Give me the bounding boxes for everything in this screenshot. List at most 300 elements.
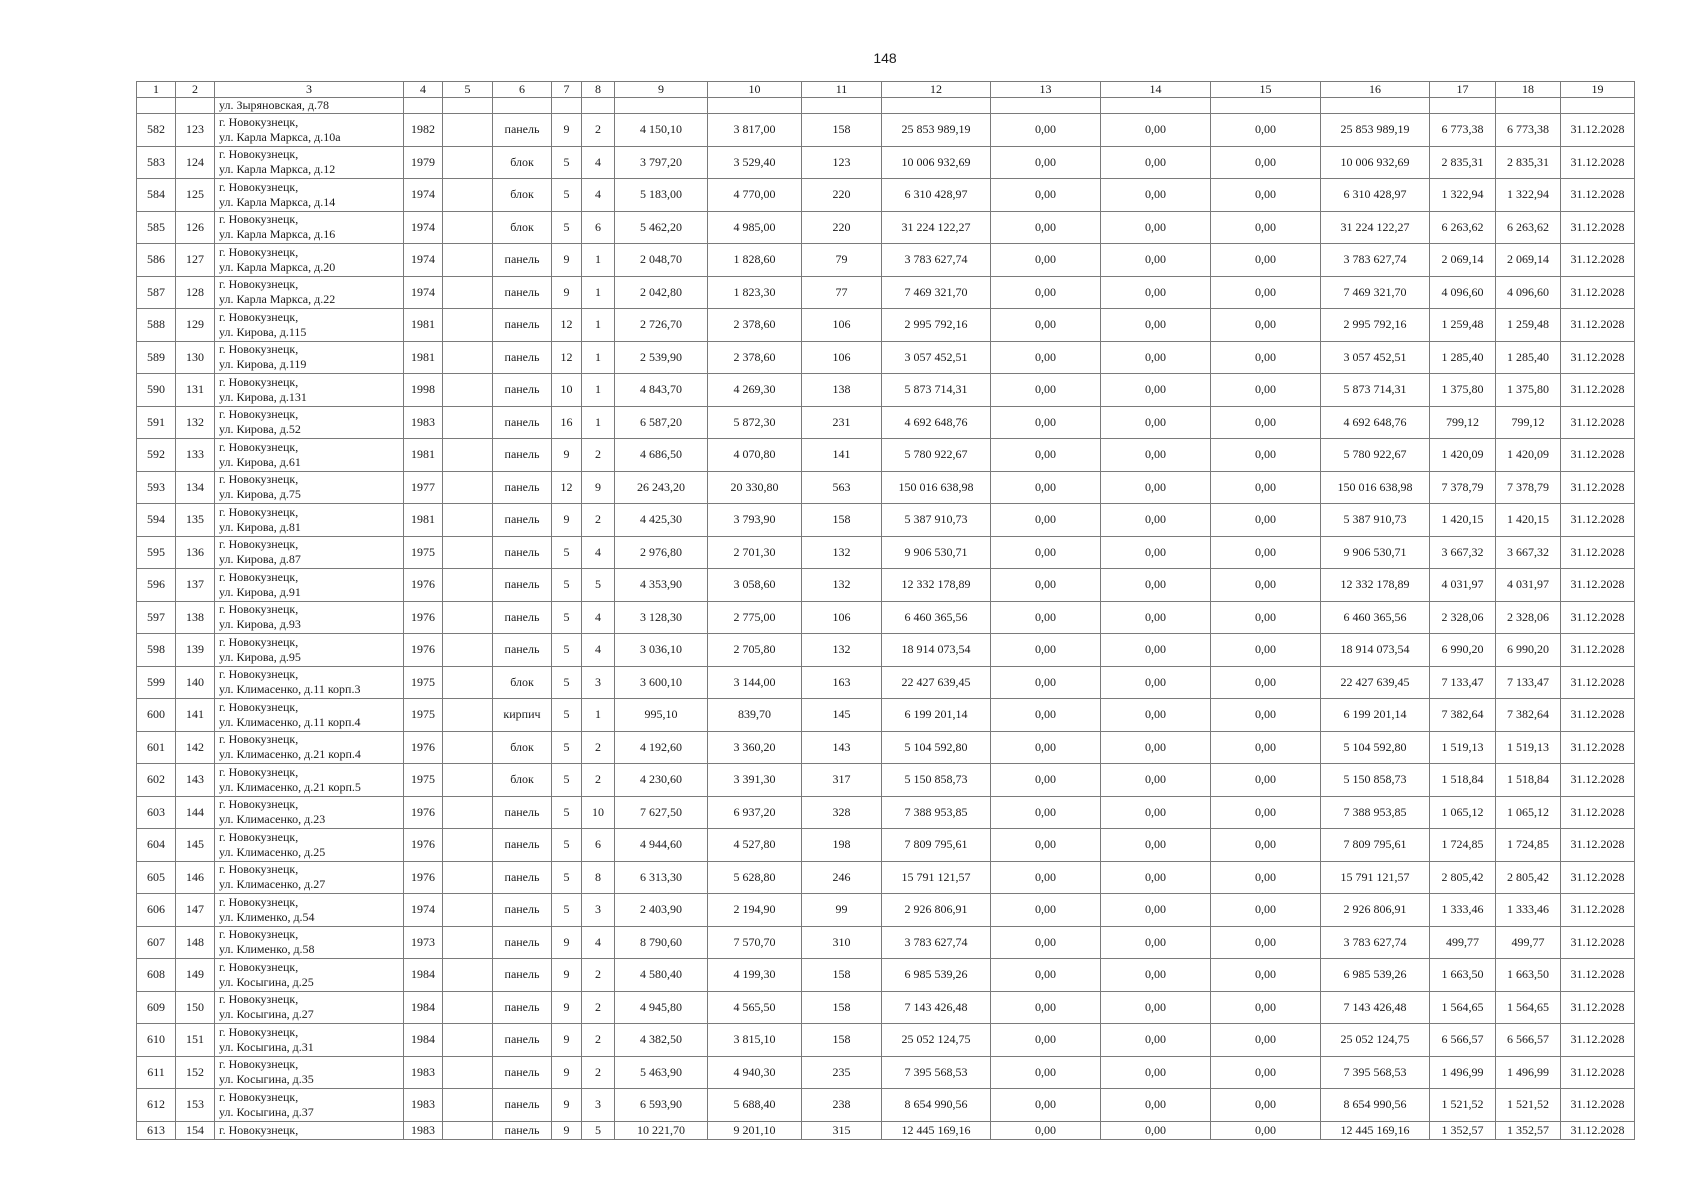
cell-c15: 0,00 — [1211, 471, 1321, 504]
cell-c11: 158 — [802, 991, 882, 1024]
column-header-19: 19 — [1561, 82, 1635, 98]
cell-c18: 3 667,32 — [1496, 536, 1561, 569]
cell-c18: 1 065,12 — [1496, 796, 1561, 829]
cell-c9: 4 150,10 — [615, 114, 708, 147]
cell-c8: 9 — [582, 471, 615, 504]
cell-c1: 586 — [137, 244, 176, 277]
column-header-13: 13 — [991, 82, 1101, 98]
cell-c18: 1 285,40 — [1496, 341, 1561, 374]
cell-c14: 0,00 — [1101, 959, 1211, 992]
cell-c5 — [443, 374, 493, 407]
cell-c19: 31.12.2028 — [1561, 601, 1635, 634]
cell-c16: 3 057 452,51 — [1321, 341, 1430, 374]
address-cell — [215, 601, 404, 634]
address-cell — [215, 374, 404, 407]
cell-c19: 31.12.2028 — [1561, 926, 1635, 959]
cell-c19: 31.12.2028 — [1561, 439, 1635, 472]
cell-c13: 0,00 — [991, 1056, 1101, 1089]
cell-c1: 606 — [137, 894, 176, 927]
cell-c1: 587 — [137, 276, 176, 309]
cell-c10: 1 823,30 — [708, 276, 802, 309]
table-row — [137, 894, 1635, 927]
cell-c19: 31.12.2028 — [1561, 1121, 1635, 1139]
cell-c1: 600 — [137, 699, 176, 732]
cell-c7: 12 — [552, 341, 582, 374]
table-row — [137, 179, 1635, 212]
cell-c8: 1 — [582, 699, 615, 732]
column-header-7: 7 — [552, 82, 582, 98]
address-city: г. Новокузнецк, — [219, 797, 299, 812]
address-street: ул. Кирова, д.95 — [219, 649, 301, 664]
cell-c2: 148 — [176, 926, 215, 959]
cell-c19: 31.12.2028 — [1561, 1024, 1635, 1057]
cell-c6: панель — [493, 634, 552, 667]
cell-c11: 317 — [802, 764, 882, 797]
cell-c14: 0,00 — [1101, 114, 1211, 147]
cell-c14: 0,00 — [1101, 146, 1211, 179]
column-header-4: 4 — [404, 82, 443, 98]
address-city: г. Новокузнецк, — [219, 244, 299, 259]
cell-c16: 5 873 714,31 — [1321, 374, 1430, 407]
cell-c17: 1 375,80 — [1430, 374, 1496, 407]
cell-c10: 4 070,80 — [708, 439, 802, 472]
cell-c16: 2 926 806,91 — [1321, 894, 1430, 927]
cell-c5 — [443, 991, 493, 1024]
column-header-6: 6 — [493, 82, 552, 98]
cell-c13: 0,00 — [991, 666, 1101, 699]
cell-c7: 9 — [552, 504, 582, 537]
cell-c14: 0,00 — [1101, 666, 1211, 699]
table-row — [137, 341, 1635, 374]
cell-c13: 0,00 — [991, 894, 1101, 927]
cell-c2: 131 — [176, 374, 215, 407]
cell-c1: 602 — [137, 764, 176, 797]
cell-c14: 0,00 — [1101, 861, 1211, 894]
cell-c9: 5 463,90 — [615, 1056, 708, 1089]
cell-c1: 608 — [137, 959, 176, 992]
cell-c14: 0,00 — [1101, 829, 1211, 862]
cell-c13: 0,00 — [991, 699, 1101, 732]
cell-c19: 31.12.2028 — [1561, 309, 1635, 342]
cell-c16: 25 853 989,19 — [1321, 114, 1430, 147]
cell-c1: 584 — [137, 179, 176, 212]
cell-c4: 1974 — [404, 276, 443, 309]
cell-c7: 5 — [552, 666, 582, 699]
address-city: г. Новокузнецк, — [219, 472, 299, 487]
cell-c12: 7 395 568,53 — [882, 1056, 991, 1089]
cell-c1: 592 — [137, 439, 176, 472]
cell-c10: 9 201,10 — [708, 1121, 802, 1139]
cell-c2: 142 — [176, 731, 215, 764]
cell-c7: 9 — [552, 959, 582, 992]
address-cell — [215, 309, 404, 342]
cell-c9: 4 382,50 — [615, 1024, 708, 1057]
cell-c10: 4 527,80 — [708, 829, 802, 862]
cell-c6: панель — [493, 601, 552, 634]
cell-c5 — [443, 471, 493, 504]
address-city: г. Новокузнецк, — [219, 1024, 299, 1039]
cell-c7: 5 — [552, 894, 582, 927]
cell-c8: 5 — [582, 1121, 615, 1139]
cell-c11: 220 — [802, 211, 882, 244]
cell-c14: 0,00 — [1101, 569, 1211, 602]
cell-c14: 0,00 — [1101, 179, 1211, 212]
cell-c17: 1 663,50 — [1430, 959, 1496, 992]
cell-c13: 0,00 — [991, 276, 1101, 309]
cell-c13: 0,00 — [991, 1121, 1101, 1139]
cell-c11: 158 — [802, 504, 882, 537]
cell-c12: 25 052 124,75 — [882, 1024, 991, 1057]
cell-c18: 6 990,20 — [1496, 634, 1561, 667]
cell-c13: 0,00 — [991, 926, 1101, 959]
cell-c19: 31.12.2028 — [1561, 796, 1635, 829]
cell-c13: 0,00 — [991, 764, 1101, 797]
cell-c6: панель — [493, 959, 552, 992]
cell-c16: 3 783 627,74 — [1321, 244, 1430, 277]
cell-c9: 2 726,70 — [615, 309, 708, 342]
cell-c7: 9 — [552, 439, 582, 472]
cell-c2: 146 — [176, 861, 215, 894]
cell-c1: 609 — [137, 991, 176, 1024]
cell-c16: 5 387 910,73 — [1321, 504, 1430, 537]
cell-c16: 6 460 365,56 — [1321, 601, 1430, 634]
address-street: ул. Косыгина, д.35 — [219, 1072, 314, 1087]
cell-c4: 1975 — [404, 699, 443, 732]
cell-c2: 151 — [176, 1024, 215, 1057]
cell-c6: панель — [493, 861, 552, 894]
cell-c4: 1974 — [404, 244, 443, 277]
cell-c15: 0,00 — [1211, 1089, 1321, 1122]
cell-c15: 0,00 — [1211, 666, 1321, 699]
cell-c17: 1 521,52 — [1430, 1089, 1496, 1122]
address-street: ул. Кирова, д.115 — [219, 324, 307, 339]
cell-c9: 4 353,90 — [615, 569, 708, 602]
cell-c19: 31.12.2028 — [1561, 894, 1635, 927]
cell-c13: 0,00 — [991, 991, 1101, 1024]
cell-c14: 0,00 — [1101, 244, 1211, 277]
address-city: г. Новокузнецк, — [219, 829, 299, 844]
cell-c19: 31.12.2028 — [1561, 764, 1635, 797]
column-header-16: 16 — [1321, 82, 1430, 98]
cell-c18: 1 496,99 — [1496, 1056, 1561, 1089]
cell-c5 — [443, 244, 493, 277]
cell-c15: 0,00 — [1211, 406, 1321, 439]
cell-c2: 136 — [176, 536, 215, 569]
cell-c14: 0,00 — [1101, 374, 1211, 407]
cell-c15: 0,00 — [1211, 569, 1321, 602]
address-cell — [215, 1089, 404, 1122]
cell-c19: 31.12.2028 — [1561, 634, 1635, 667]
cell-c5 — [443, 114, 493, 147]
address-cell — [215, 179, 404, 212]
cell-c13: 0,00 — [991, 959, 1101, 992]
cell-c4: 1984 — [404, 1024, 443, 1057]
address-city: г. Новокузнецк, — [219, 277, 299, 292]
cell-c7: 5 — [552, 146, 582, 179]
cell-c12: 6 310 428,97 — [882, 179, 991, 212]
cell-c11: 158 — [802, 1024, 882, 1057]
cell-c12: 5 873 714,31 — [882, 374, 991, 407]
cell-c17: 6 566,57 — [1430, 1024, 1496, 1057]
cell-c12: 4 692 648,76 — [882, 406, 991, 439]
address-street: ул. Климасенко, д.27 — [219, 877, 326, 892]
cell-c13: 0,00 — [991, 211, 1101, 244]
cell-c5 — [443, 699, 493, 732]
address-city: г. Новокузнецк, — [219, 667, 299, 682]
cell-c7: 5 — [552, 731, 582, 764]
cell-c15: 0,00 — [1211, 179, 1321, 212]
cell-c19: 31.12.2028 — [1561, 114, 1635, 147]
address-city: г. Новокузнецк, — [219, 569, 299, 584]
cell-c5 — [443, 634, 493, 667]
cell-c10: 4 565,50 — [708, 991, 802, 1024]
cell-c16: 25 052 124,75 — [1321, 1024, 1430, 1057]
cell-c11: 328 — [802, 796, 882, 829]
cell-c17: 7 382,64 — [1430, 699, 1496, 732]
cell-c10: 4 199,30 — [708, 959, 802, 992]
cell-c11: 198 — [802, 829, 882, 862]
cell-c4: 1981 — [404, 309, 443, 342]
cell-c11: 141 — [802, 439, 882, 472]
cell-c9: 4 944,60 — [615, 829, 708, 862]
table-row — [137, 439, 1635, 472]
cell-c10: 3 817,00 — [708, 114, 802, 147]
cell-c19: 31.12.2028 — [1561, 276, 1635, 309]
cell-c11: 99 — [802, 894, 882, 927]
cell-c16: 7 469 321,70 — [1321, 276, 1430, 309]
cell-c10: 2 701,30 — [708, 536, 802, 569]
address-cell — [215, 146, 404, 179]
table-row — [137, 991, 1635, 1024]
cell-c8: 2 — [582, 959, 615, 992]
cell-c6: блок — [493, 666, 552, 699]
cell-c19: 31.12.2028 — [1561, 406, 1635, 439]
cell-c4: 1984 — [404, 991, 443, 1024]
cell-c2: 147 — [176, 894, 215, 927]
cell-c6: панель — [493, 374, 552, 407]
cell-c13: 0,00 — [991, 309, 1101, 342]
cell-c18: 6 566,57 — [1496, 1024, 1561, 1057]
cell-c9: 4 686,50 — [615, 439, 708, 472]
address-city: г. Новокузнецк, — [219, 374, 299, 389]
cell-c19: 31.12.2028 — [1561, 211, 1635, 244]
cell-c8: 4 — [582, 634, 615, 667]
address-city: г. Новокузнецк, — [219, 732, 299, 747]
cell-c11: 79 — [802, 244, 882, 277]
cell-c19: 31.12.2028 — [1561, 504, 1635, 537]
address-street: ул. Карла Маркса, д.12 — [219, 162, 336, 177]
address-cell — [215, 341, 404, 374]
cell-c8: 2 — [582, 1056, 615, 1089]
cell-c7: 5 — [552, 569, 582, 602]
cell-c5 — [443, 1121, 493, 1139]
cell-c1: 598 — [137, 634, 176, 667]
cell-c9: 3 128,30 — [615, 601, 708, 634]
cell-c8: 2 — [582, 439, 615, 472]
cell-c6: панель — [493, 991, 552, 1024]
cell-c16: 5 780 922,67 — [1321, 439, 1430, 472]
cell-c8: 2 — [582, 114, 615, 147]
cell-c5 — [443, 1089, 493, 1122]
cell-c10: 4 985,00 — [708, 211, 802, 244]
address-street: ул. Климасенко, д.25 — [219, 844, 326, 859]
cell-c9: 26 243,20 — [615, 471, 708, 504]
cell-c17: 1 322,94 — [1430, 179, 1496, 212]
cell-c7: 12 — [552, 309, 582, 342]
cell-c8: 4 — [582, 536, 615, 569]
cell-c18: 2 328,06 — [1496, 601, 1561, 634]
cell-c14: 0,00 — [1101, 439, 1211, 472]
cell-c18: 1 259,48 — [1496, 309, 1561, 342]
cell-c16: 7 388 953,85 — [1321, 796, 1430, 829]
cell-c13: 0,00 — [991, 341, 1101, 374]
address-cell — [215, 731, 404, 764]
cell-c4: 1977 — [404, 471, 443, 504]
cell-c6: панель — [493, 1089, 552, 1122]
cell-c4: 1981 — [404, 439, 443, 472]
cell-c13: 0,00 — [991, 861, 1101, 894]
cell-c17: 1 496,99 — [1430, 1056, 1496, 1089]
cell-c17: 2 805,42 — [1430, 861, 1496, 894]
cell-c16: 7 809 795,61 — [1321, 829, 1430, 862]
address-street: ул. Кирова, д.75 — [219, 487, 301, 502]
address-street: ул. Клименко, д.58 — [219, 942, 315, 957]
cell-c11: 220 — [802, 179, 882, 212]
cell-c1: 591 — [137, 406, 176, 439]
cell-c19: 31.12.2028 — [1561, 959, 1635, 992]
cell-c17: 2 835,31 — [1430, 146, 1496, 179]
cell-c14: 0,00 — [1101, 601, 1211, 634]
address-street: ул. Климасенко, д.11 корп.4 — [219, 714, 361, 729]
cell-c6: панель — [493, 406, 552, 439]
cell-c8: 4 — [582, 146, 615, 179]
table-row — [137, 114, 1635, 147]
cell-c18: 1 420,15 — [1496, 504, 1561, 537]
cell-c13: 0,00 — [991, 471, 1101, 504]
cell-c9: 10 221,70 — [615, 1121, 708, 1139]
cell-c9: 3 797,20 — [615, 146, 708, 179]
cell-c19: 31.12.2028 — [1561, 1089, 1635, 1122]
address-street: ул. Кирова, д.61 — [219, 454, 301, 469]
cell-c5 — [443, 666, 493, 699]
cell-c10: 7 570,70 — [708, 926, 802, 959]
address-city: г. Новокузнецк, — [219, 439, 299, 454]
cell-c7: 5 — [552, 829, 582, 862]
cell-c12: 5 150 858,73 — [882, 764, 991, 797]
cell-c5 — [443, 959, 493, 992]
cell-c7: 9 — [552, 244, 582, 277]
cell-c4: 1976 — [404, 601, 443, 634]
cell-c12: 7 388 953,85 — [882, 796, 991, 829]
continued-address: ул. Зыряновская, д.78 — [215, 98, 404, 114]
cell-c1: 593 — [137, 471, 176, 504]
cell-c4: 1983 — [404, 1121, 443, 1139]
cell-c16: 150 016 638,98 — [1321, 471, 1430, 504]
cell-c9: 2 403,90 — [615, 894, 708, 927]
cell-c19: 31.12.2028 — [1561, 991, 1635, 1024]
address-city: г. Новокузнецк, — [219, 179, 299, 194]
cell-c15: 0,00 — [1211, 1121, 1321, 1139]
cell-c17: 7 378,79 — [1430, 471, 1496, 504]
cell-c11: 106 — [802, 309, 882, 342]
cell-c19: 31.12.2028 — [1561, 471, 1635, 504]
column-header-2: 2 — [176, 82, 215, 98]
cell-c16: 22 427 639,45 — [1321, 666, 1430, 699]
cell-c12: 25 853 989,19 — [882, 114, 991, 147]
cell-c17: 6 990,20 — [1430, 634, 1496, 667]
cell-c12: 6 199 201,14 — [882, 699, 991, 732]
cell-c8: 4 — [582, 601, 615, 634]
cell-c9: 4 230,60 — [615, 764, 708, 797]
cell-c18: 6 773,38 — [1496, 114, 1561, 147]
table-row — [137, 601, 1635, 634]
cell-c16: 3 783 627,74 — [1321, 926, 1430, 959]
cell-c10: 6 937,20 — [708, 796, 802, 829]
address-street: ул. Климасенко, д.21 корп.5 — [219, 779, 361, 794]
address-city: г. Новокузнецк, — [219, 862, 299, 877]
cell-c19: 31.12.2028 — [1561, 1056, 1635, 1089]
address-cell — [215, 991, 404, 1024]
column-header-3: 3 — [215, 82, 404, 98]
cell-c15: 0,00 — [1211, 1056, 1321, 1089]
cell-c11: 132 — [802, 634, 882, 667]
cell-c12: 10 006 932,69 — [882, 146, 991, 179]
cell-c17: 1 724,85 — [1430, 829, 1496, 862]
cell-c16: 2 995 792,16 — [1321, 309, 1430, 342]
table-row — [137, 374, 1635, 407]
cell-c17: 4 096,60 — [1430, 276, 1496, 309]
cell-c4: 1975 — [404, 666, 443, 699]
cell-c17: 1 564,65 — [1430, 991, 1496, 1024]
address-city: г. Новокузнецк, — [219, 407, 299, 422]
cell-c4: 1973 — [404, 926, 443, 959]
column-header-15: 15 — [1211, 82, 1321, 98]
cell-c15: 0,00 — [1211, 146, 1321, 179]
cell-c18: 1 663,50 — [1496, 959, 1561, 992]
cell-c19: 31.12.2028 — [1561, 699, 1635, 732]
cell-c1: 603 — [137, 796, 176, 829]
cell-c7: 9 — [552, 1121, 582, 1139]
address-street: ул. Косыгина, д.25 — [219, 974, 314, 989]
address-street: ул. Кирова, д.93 — [219, 617, 301, 632]
cell-c5 — [443, 731, 493, 764]
address-cell — [215, 634, 404, 667]
cell-c6: панель — [493, 244, 552, 277]
cell-c10: 2 705,80 — [708, 634, 802, 667]
address-street: ул. Карла Маркса, д.10а — [219, 129, 341, 144]
cell-c13: 0,00 — [991, 731, 1101, 764]
address-cell — [215, 569, 404, 602]
cell-c1: 590 — [137, 374, 176, 407]
cell-c6: панель — [493, 829, 552, 862]
cell-c6: панель — [493, 1024, 552, 1057]
cell-c1: 585 — [137, 211, 176, 244]
cell-c2: 141 — [176, 699, 215, 732]
address-city: г. Новокузнецк, — [219, 1122, 299, 1137]
cell-c8: 2 — [582, 1024, 615, 1057]
cell-c8: 8 — [582, 861, 615, 894]
cell-c13: 0,00 — [991, 569, 1101, 602]
cell-c14: 0,00 — [1101, 1121, 1211, 1139]
cell-c12: 31 224 122,27 — [882, 211, 991, 244]
housing-registry-table — [136, 81, 1635, 1140]
cell-c11: 123 — [802, 146, 882, 179]
table-row — [137, 796, 1635, 829]
cell-c7: 5 — [552, 634, 582, 667]
cell-c12: 6 985 539,26 — [882, 959, 991, 992]
cell-c15: 0,00 — [1211, 764, 1321, 797]
cell-c7: 9 — [552, 1056, 582, 1089]
